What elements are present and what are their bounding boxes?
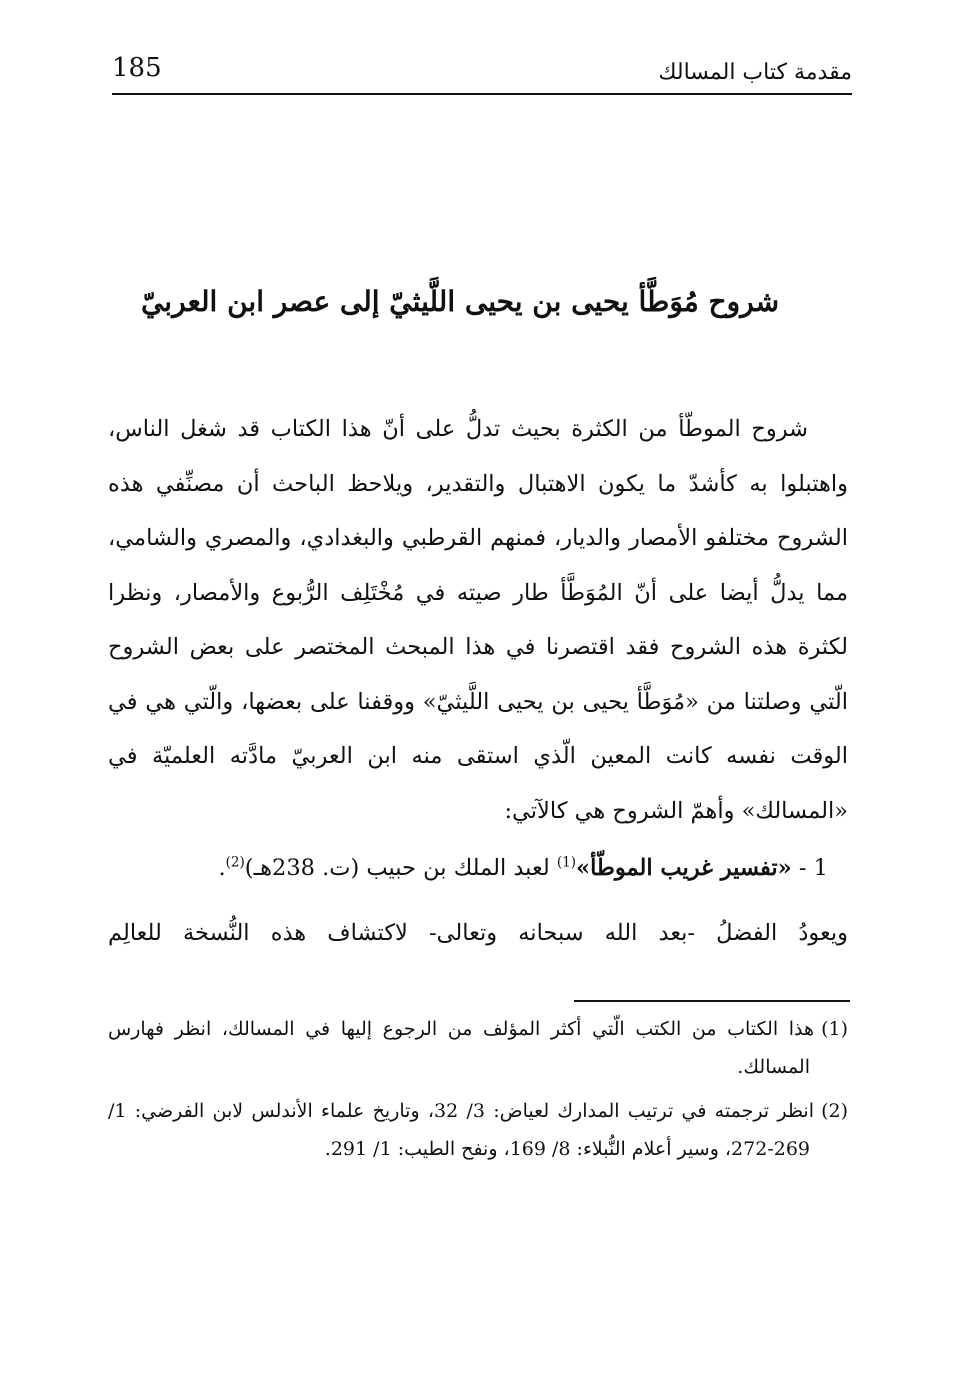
- continuation-paragraph: ويعودُ الفضلُ -بعد الله سبحانه وتعالى- لاكتشاف هذه النُّسخة للعالِم: [108, 920, 848, 946]
- header-divider: [112, 93, 852, 95]
- list-item-end: .: [218, 855, 226, 881]
- footnote-text: هذا الكتاب من الكتب الّتي أكثر المؤلف من الرجوع إليها في المسالك، انظر فهارس المسالك.: [108, 1018, 814, 1078]
- footnote-text: انظر ترجمته في ترتيب المدارك لعياض: 3/ 32، وتاريخ علماء الأندلس لابن الفرضي: 1/ 269-272، وسير أعلام النُّبلاء: 8/ 169، ونفح الطيب: 1/ 291.: [108, 1100, 814, 1160]
- footnote-ref-1[interactable]: (1): [556, 854, 576, 871]
- main-paragraph: [108, 402, 848, 838]
- footnote-ref-2[interactable]: (2): [225, 854, 245, 871]
- footnotes: [108, 1010, 848, 1174]
- running-title: مقدمة كتاب المسالك: [658, 60, 852, 85]
- list-item-1: [108, 843, 828, 893]
- list-item-title: «تفسير غريب الموطّأ»: [576, 855, 792, 881]
- list-item-number: 1 -: [791, 855, 828, 881]
- list-item-text: لعبد الملك بن حبيب (ت. 238هـ): [244, 855, 557, 881]
- chapter-title: شروح مُوَطَّأ يحيى بن يحيى اللَّيثيّ إلى عصر ابن العربيّ: [140, 285, 780, 318]
- footnote-marker: (1): [821, 1018, 848, 1040]
- footnote-1: [108, 1010, 848, 1086]
- footnote-marker: (2): [821, 1100, 848, 1122]
- running-header: [112, 52, 852, 92]
- footnote-divider: [574, 1000, 850, 1002]
- paragraph-1: شروح الموطّأ من الكثرة بحيث تدلُّ على أنّ هذا الكتاب قد شغل الناس، واهتبلوا به كأشدّ ما يكون الاهتبال والتقدير، ويلاحظ الباحث أن مصنِّفي هذه الشروح مختلفو الأمصار والديار، فمنهم القرطبي والبغدادي، والمصري والشامي، مما يدلُّ أيضا على أنّ المُوَطَّأ طار صيته في مُخْتَلِف الرُّبوع والأمصار، ونظرا لكثرة هذه الشروح فقد اقتصرنا في هذا المبحث المختصر على بعض الشروح الّتي وصلتنا من «مُوَطَّأ يحيى بن يحيى اللَّيثيّ» ووقفنا على بعضها، والّتي هي في الوقت نفسه كانت المعين الّذي استقى منه ابن العربيّ مادَّته العلميّة في «المسالك» وأهمّ الشروح هي كالآتي:: [108, 416, 848, 824]
- page-number: 185: [112, 53, 162, 83]
- footnote-2: [108, 1092, 848, 1168]
